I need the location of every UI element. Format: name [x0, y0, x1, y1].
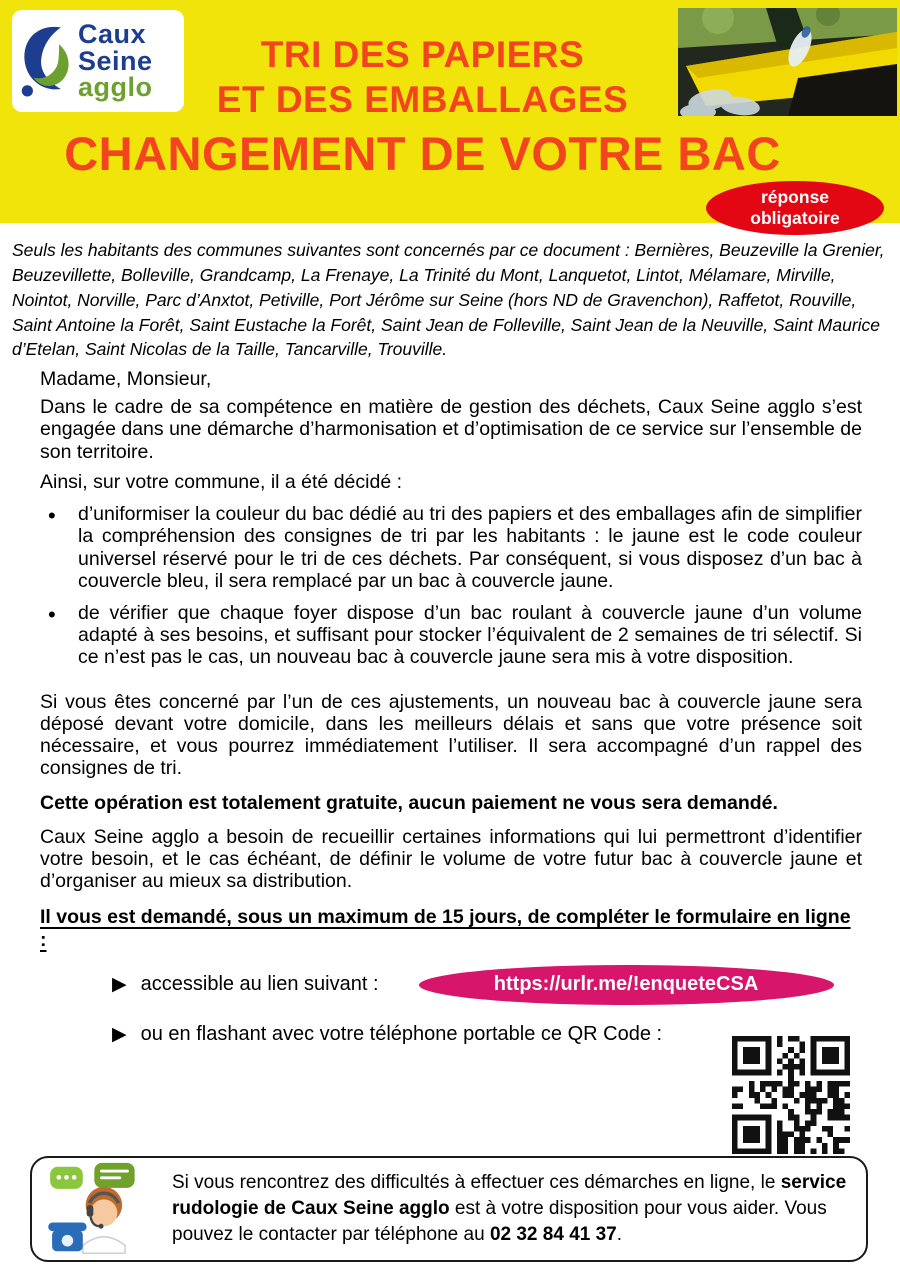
survey-link[interactable]: https://urlr.me/!enqueteCSA — [419, 965, 834, 1005]
title-line-1: TRI DES PAPIERS — [260, 34, 585, 75]
salutation: Madame, Monsieur, — [40, 368, 212, 390]
logo-text-agglo: agglo — [78, 72, 153, 103]
bullet-verifier — [40, 602, 862, 669]
logo-text-caux: Caux — [78, 19, 147, 50]
contact-seg-1: Si vous rencontrez des difficultés à effectuer ces démarches en ligne, le — [172, 1171, 781, 1193]
contact-text — [172, 1170, 866, 1249]
logo-text-seine: Seine — [78, 45, 153, 76]
title-block — [0, 32, 845, 180]
letter-body — [40, 368, 862, 1046]
link-row — [112, 965, 862, 1005]
paragraph-gratuite: Cette opération est totalement gratuite, aucun paiement ne vous sera demandé. — [40, 791, 778, 814]
contact-seg-3: . — [616, 1224, 623, 1246]
arrow-bullet-icon: ▶ — [112, 974, 127, 996]
paragraph-informations: Caux Seine agglo a besoin de recueillir certaines informations qui lui permettront d’identifier votre besoin, et le cas échéant, de définir le volume de votre futur bac à couvercle jaune et d’organiser au mieux sa distribution. — [40, 825, 862, 893]
paragraph-decision-lead: Ainsi, sur votre commune, il a été décidé : — [40, 470, 402, 493]
support-operator-icon — [32, 1160, 172, 1258]
paragraph-formulaire-demande: Il vous est demandé, sous un maximum de 15 jours, de compléter le formulaire en ligne : — [40, 906, 851, 951]
title-line-3: CHANGEMENT DE VOTRE BAC — [64, 127, 781, 181]
contact-help-box — [30, 1156, 868, 1262]
contact-phone-number: 02 32 84 41 37 — [489, 1224, 617, 1246]
paragraph-competence: Dans le cadre de sa compétence en matière de gestion des déchets, Caux Seine agglo s’est engagée dans une démarche d’harmonisation et d’optimisation de ce service sur l’ensemble de son territoire. — [40, 396, 862, 463]
contact-service-name: service rudologie de Caux Seine agglo — [172, 1171, 847, 1219]
badge-line-2: obligatoire — [750, 208, 840, 228]
link-row-label: accessible au lien suivant : — [140, 973, 379, 996]
title-line-2: ET DES EMBALLAGES — [216, 79, 629, 121]
bullet-uniformiser-text: d’uniformiser la couleur du bac dédié au tri des papiers et des emballages afin de simplifier la compréhension des consignes de tri par les habitants : le jaune est le code couleur universel réservé pour le tri de ces déchets. Par conséquent, si vous disposez d’un bac à couvercle bleu, il sera remplacé par un bac à couvercle jaune. — [78, 503, 862, 592]
badge-line-1: réponse — [760, 187, 830, 207]
communes-intro: Seuls les habitants des communes suivantes sont concernés par ce document : Bernières, Beuzeville la Grenier, Beuzevillette, Bolleville, Grandcamp, La Frenaye, La Trinité du Mont, Lanquetot, Lintot, Mélamare, Mirville, Nointot, Norville, Parc d’Anxtot, Petiville, Port Jérôme sur Seine (hors ND de Gravenchon), Raffetot, Rouville, Saint Antoine la Forêt, Saint Eustache la Forêt, Saint Jean de Folleville, Saint Jean de la Neuville, Saint Maurice d’Etelan, Saint Nicolas de la Taille, Tancarville, Trouville. — [12, 240, 885, 360]
qr-row-label: ou en flashant avec votre téléphone portable ce QR Code : — [140, 1022, 663, 1045]
contact-seg-2: est à votre disposition pour vous aider. Vous pouvez le contacter par téléphone au — [172, 1197, 827, 1246]
mandatory-response-badge — [706, 181, 884, 235]
paragraph-ajustements: Si vous êtes concerné par l’un de ces ajustements, un nouveau bac à couvercle jaune sera déposé devant votre domicile, dans les meilleurs délais et sans que votre présence soit nécessaire, et vous pourrez immédiatement l’utiliser. Il sera accompagné d’un rappel des consignes de tri. — [40, 690, 862, 780]
bullet-uniformiser — [40, 503, 862, 592]
arrow-bullet-icon: ▶ — [112, 1023, 127, 1045]
bullet-verifier-text: de vérifier que chaque foyer dispose d’un bac roulant à couvercle jaune d’un volume adapté à ses besoins, et suffisant pour stocker l’équivalent de 2 semaines de tri sélectif. Si ce n’est pas le cas, un nouveau bac à couvercle jaune sera mis à votre disposition. — [78, 601, 862, 669]
qr-code — [732, 1036, 850, 1154]
